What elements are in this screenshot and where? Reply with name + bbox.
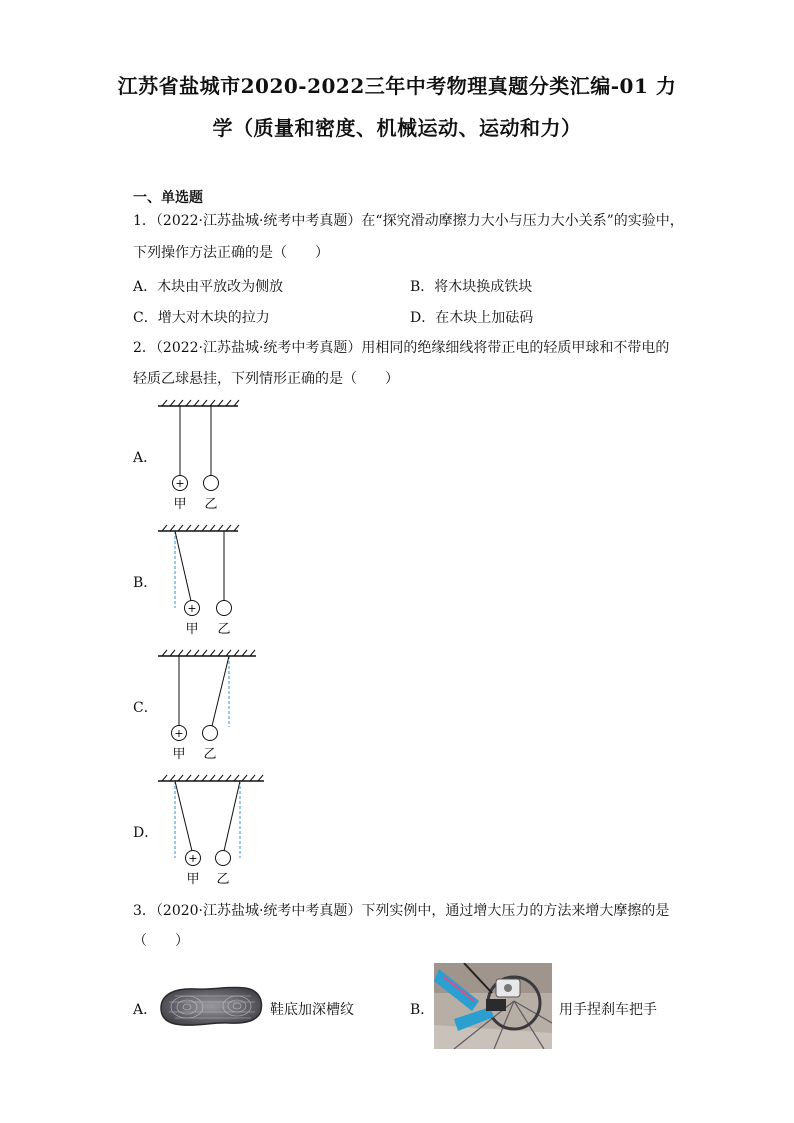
q2-option-b-label: B．: [133, 575, 158, 591]
ball-jia-label: 甲: [173, 497, 187, 512]
ball-yi: [216, 851, 231, 866]
plus-sign: +: [187, 602, 197, 615]
q3-option-b-caption: 用手捏刹车把手: [559, 1002, 657, 1018]
q1-option-c: C．增大对木块的拉力: [133, 310, 270, 326]
q3-option-b-label: B．: [410, 1002, 435, 1018]
ball-yi-label: 乙: [217, 622, 231, 637]
ball-yi: [204, 476, 219, 491]
ball-yi-label: 乙: [203, 747, 217, 762]
q2-option-a-label: A．: [133, 450, 158, 466]
thread-2: [212, 656, 229, 726]
q1-stem-line1: 1．（2022·江苏盐城·统考中考真题）在“探究滑动摩擦力大小与压力大小关系”的实验中，: [133, 213, 684, 229]
q1-stem-line2: 下列操作方法正确的是（ ）: [133, 245, 329, 261]
q3-stem-line2: （ ）: [133, 933, 189, 949]
q2-option-a-diagram: [150, 395, 250, 515]
ball-jia-label: 甲: [172, 747, 186, 762]
ceiling-hatch: [158, 775, 264, 781]
bike-brake-image: [434, 963, 552, 1049]
plus-sign: +: [188, 852, 198, 865]
plus-sign: +: [175, 477, 185, 490]
q2-stem-line1: 2．（2022·江苏盐城·统考中考真题）用相同的绝缘细线将带正电的轻质甲球和不带电的: [133, 340, 670, 356]
q1-option-d: D．在木块上加砝码: [410, 310, 534, 326]
ceiling-hatch: [158, 400, 239, 406]
thread-2: [224, 781, 240, 851]
ball-yi: [203, 726, 218, 741]
q2-option-c-label: C．: [133, 700, 158, 716]
ball-yi-label: 乙: [216, 872, 230, 887]
q2-option-b-diagram: [150, 520, 250, 640]
ball-yi: [217, 601, 232, 616]
q2-option-c-diagram: [150, 645, 260, 765]
q2-stem-line2: 轻质乙球悬挂，下列情形正确的是（ ）: [133, 371, 399, 387]
ball-jia-label: 甲: [186, 872, 200, 887]
q1-option-b: B．将木块换成铁块: [410, 279, 533, 295]
q2-option-d-label: D．: [133, 825, 159, 841]
ball-jia-label: 甲: [185, 622, 199, 637]
section-heading: 一、单选题: [133, 190, 203, 206]
ball-yi-label: 乙: [204, 497, 218, 512]
q3-option-a-label: A．: [133, 1002, 158, 1018]
q3-stem-line1: 3．（2020·江苏盐城·统考中考真题）下列实例中，通过增大压力的方法来增大摩擦的是: [133, 903, 670, 919]
doc-title-line1: 江苏省盐城市2020-2022三年中考物理真题分类汇编-01 力: [117, 74, 677, 98]
ceiling-hatch: [158, 525, 239, 531]
shoe-sole-image: [155, 982, 265, 1030]
thread-1: [175, 781, 192, 851]
ceiling-hatch: [158, 650, 256, 656]
q2-option-d-diagram: [150, 770, 270, 890]
plus-sign: +: [174, 727, 184, 740]
doc-title-line2: 学（质量和密度、机械运动、运动和力）: [212, 116, 582, 140]
q1-option-a: A．木块由平放改为侧放: [133, 279, 284, 295]
thread-1: [175, 531, 191, 601]
q3-option-a-caption: 鞋底加深槽纹: [270, 1002, 354, 1018]
